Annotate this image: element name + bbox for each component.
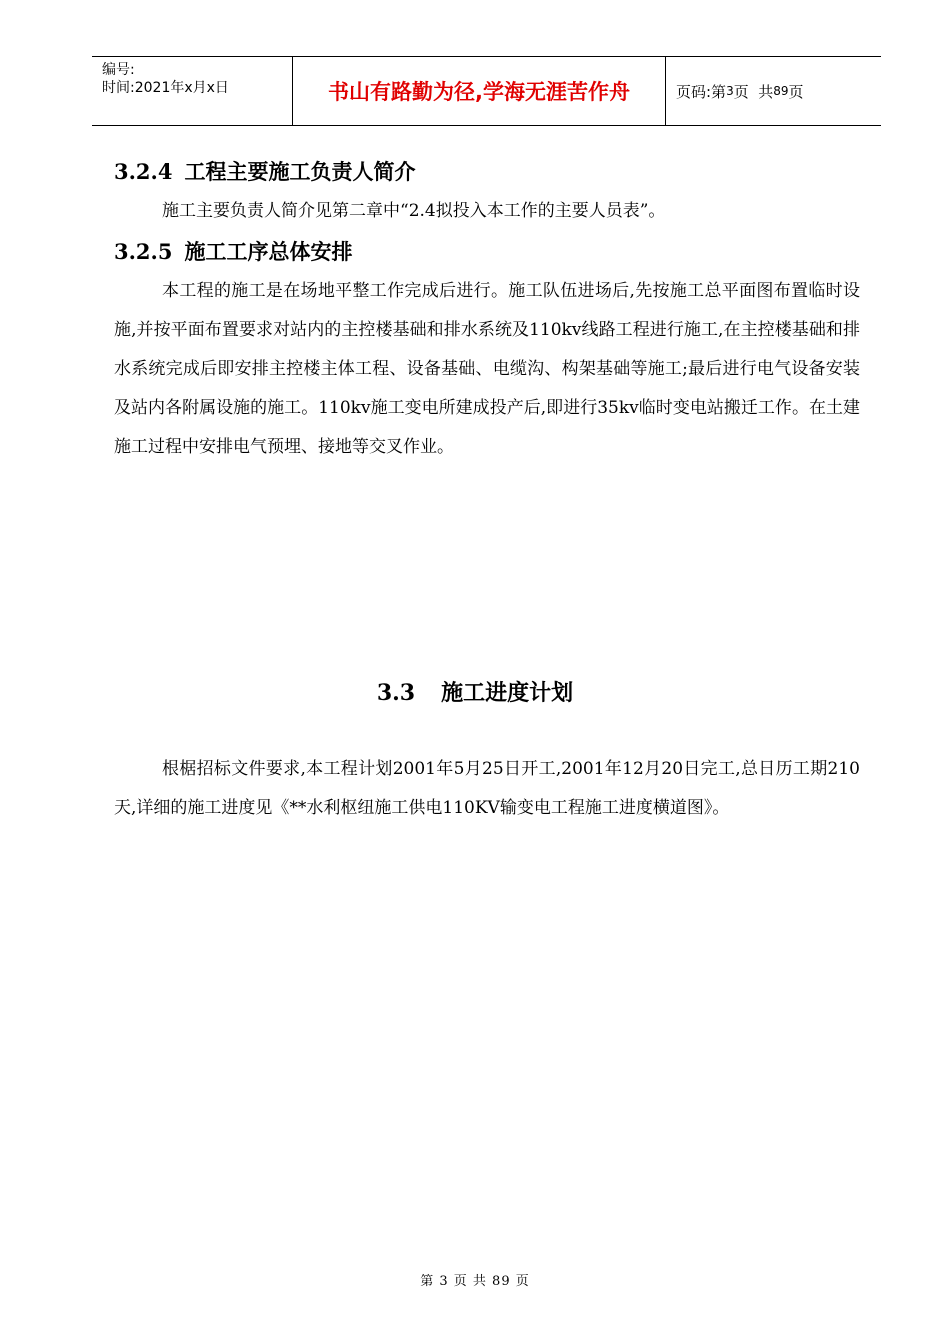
paragraph-3-2-5: 本工程的施工是在场地平整工作完成后进行。施工队伍进场后,先按施工总平面图布置临时设施,并按平面布置要求对站内的主控楼基础和排水系统及110kv线路工程进行施工,在主控楼基础和排水系统完成后即安排主控楼主体工程、设备基础、电缆沟、构架基础等施工;最后进行电气设备安装及站内各附属设施的施工。110kv施工变电所建成投产后,即进行35kv临时变电站搬迁工作。在土建施工过程中安排电气预埋、接地等交叉作业。 xyxy=(114,281,860,457)
section-title: 工程主要施工负责人简介 xyxy=(184,159,416,184)
page-footer: 第 3 页 共 89 页 xyxy=(420,1274,530,1289)
header-page-number xyxy=(666,57,881,125)
header-motto: 书山有路勤为径,学海无涯苦作舟 xyxy=(293,57,666,125)
serial-label: 编号: xyxy=(102,62,135,78)
section-number: 3.3 xyxy=(376,680,416,706)
section-number: 3.2.4 xyxy=(114,159,173,184)
page-prefix: 页码:第 xyxy=(676,82,727,101)
section-heading-3-2-5 xyxy=(114,236,352,266)
section-title: 施工工序总体安排 xyxy=(184,239,353,264)
date-label: 时间:2021年x月x日 xyxy=(102,80,229,96)
page-header xyxy=(92,56,881,126)
page-suffix: 页 xyxy=(788,82,804,101)
paragraph-3-3: 根椐招标文件要求,本工程计划2001年5月25日开工,2001年12月20日完工,总日历工期210天,详细的施工进度见《**水利枢纽施工供电110KV输变电工程施工进度横道图》。 xyxy=(114,759,860,818)
header-meta xyxy=(92,57,293,125)
page-current: 3 xyxy=(726,84,734,98)
paragraph-3-2-4: 施工主要负责人简介见第二章中“2.4拟投入本工作的主要人员表”。 xyxy=(162,201,666,221)
section-title: 施工进度计划 xyxy=(441,680,574,706)
page-mid: 页 共 xyxy=(733,82,774,101)
section-heading-3-2-4 xyxy=(114,156,415,186)
page-total: 89 xyxy=(773,84,789,98)
section-heading-3-3 xyxy=(0,676,950,707)
section-number: 3.2.5 xyxy=(114,239,173,264)
